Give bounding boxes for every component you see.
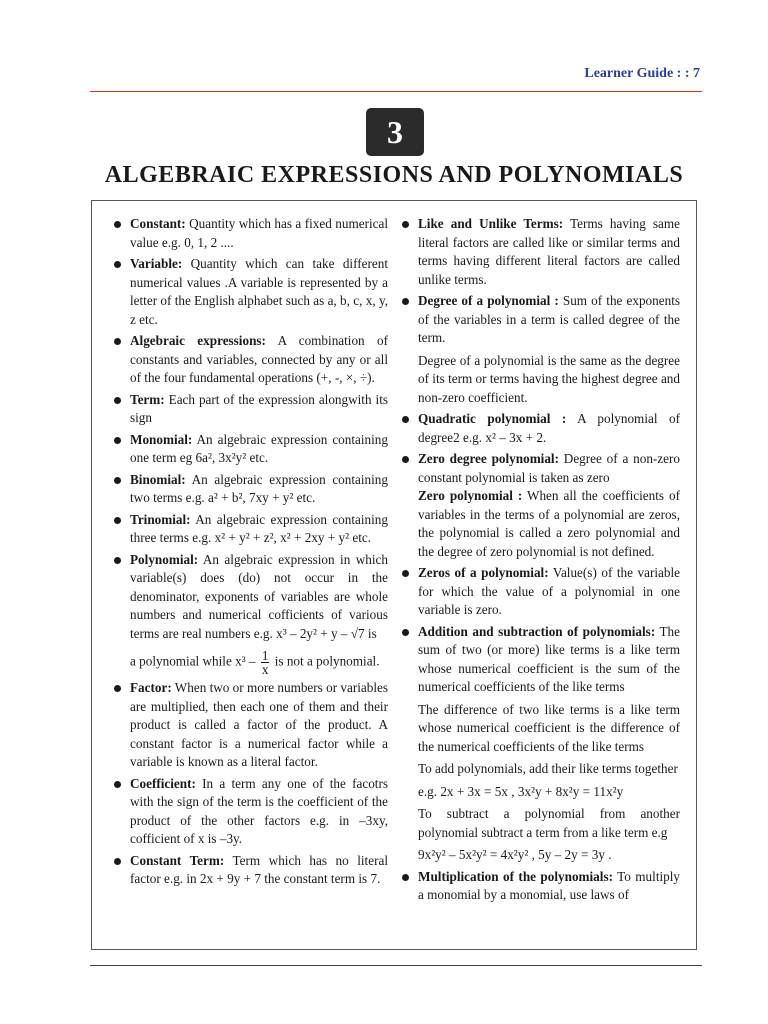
fraction-denominator: x (261, 662, 269, 677)
math-example: e.g. 2x + 3x = 5x , 3x²y + 8x²y = 11x²y (418, 783, 624, 799)
list-item (112, 391, 388, 428)
list-item (112, 471, 388, 508)
term-label: Zero polynomial : (418, 488, 523, 503)
definition-text: Quantity which can take different numerical values .A variable is represented by a letter of the English alphabet such as a, b, c, x, y, z etc. (130, 256, 388, 327)
definition-text: Value(s) of the variable for which the value of a polynomial in one variable is zero. (418, 565, 681, 617)
term-label: Coefficient: (130, 775, 196, 791)
list-item (112, 332, 388, 388)
fraction (261, 649, 270, 676)
term-label: Zeros of a polynomial: (418, 565, 549, 580)
chapter-title: ALGEBRAIC EXPRESSIONS AND POLYNOMIALS (104, 162, 684, 188)
definition-text: An algebraic expression containing one term eg 6a², 3x²y² etc. (130, 431, 388, 465)
definition-text: To multiply a monomial by a monomial, use laws of (418, 868, 680, 902)
definition-text: Each part of the expression alongwith its sign (130, 391, 388, 425)
list-item (112, 551, 388, 677)
definition-text: An algebraic expression containing two terms e.g. a² + b², 7xy + y² etc. (130, 471, 388, 505)
term-label: Polynomial: (130, 551, 199, 567)
left-column (112, 215, 388, 892)
content-box (91, 200, 697, 950)
term-label: Variable: (130, 256, 183, 271)
term-label: Trinomial: (130, 511, 191, 527)
right-column (400, 215, 680, 908)
chapter-number-badge: 3 (366, 108, 424, 156)
term-label: Like and Unlike Terms: (418, 216, 564, 231)
term-label: Algebraic expressions: (130, 333, 266, 348)
definition-text: Quantity which has a fixed numerical value e.g. 0, 1, 2 .... (130, 216, 388, 250)
list-item (400, 868, 680, 905)
footer-rule (90, 965, 702, 966)
definition-text: In a term any one of the facotrs with the sign of the term is the coefficient of the product of the other factors e.g. in –3xy, cofficient of x is –3y. (130, 775, 388, 846)
list-item (112, 215, 388, 252)
definition-text: A combination of constants and variables, connected by any or all of the four fundamental operations (+, -, ×, ÷). (130, 333, 389, 385)
paragraph: To subtract a polynomial from another polynomial subtract a term from a like term e.g (418, 806, 680, 840)
definition-text: An algebraic expression in which variable(s) does (do) not occur in the denominator, exponents of variables are whole numbers and numerical cofficients of various terms are real numbers e.g. x³ – 2y² + y – √7 is (130, 551, 388, 641)
list-item (400, 564, 680, 620)
fraction-numerator: 1 (261, 648, 269, 663)
list-item (400, 450, 680, 561)
list-item (112, 775, 388, 849)
term-label: Term: (130, 391, 165, 407)
definition-text: a polynomial while x³ – (130, 653, 259, 669)
definition-text: Sum of the exponents of the variables in a term is called degree of the term. (418, 293, 680, 345)
list-item (112, 431, 388, 468)
term-label: Multiplication of the polynomials: (418, 868, 613, 884)
term-label: Quadratic polynomial : (418, 411, 567, 426)
list-item (400, 410, 680, 447)
term-label: Addition and subtraction of polynomials: (418, 623, 656, 639)
definition-text: When two or more numbers or variables are multiplied, then each one of them and their product is called a factor of the product. A constant factor is a numerical factor while a variable is known as a literal factor. (130, 680, 388, 769)
definition-text: Terms having same literal factors are called like or similar terms and terms having different literal factors are called unlike terms. (418, 216, 680, 287)
definition-text: is not a polynomial. (271, 653, 380, 669)
definition-text: Term which has no literal factor e.g. in 2x + 9y + 7 the constant term is 7. (130, 852, 388, 886)
term-label: Degree of a polynomial : (418, 293, 559, 308)
list-item (112, 679, 388, 772)
term-label: Constant: (130, 216, 186, 231)
list-item (400, 215, 680, 289)
list-item (400, 623, 680, 697)
term-label: Factor: (130, 680, 172, 695)
term-label: Constant Term: (130, 852, 225, 868)
header-rule (90, 91, 702, 92)
list-item (112, 255, 388, 329)
paragraph: Degree of a polynomial is the same as the degree of its term or terms having the highest degree and non-zero coefficient. (418, 352, 680, 405)
math-example: 9x²y² – 5x²y² = 4x²y² , 5y – 2y = 3y . (418, 847, 612, 862)
list-item (112, 852, 388, 889)
paragraph: The difference of two like terms is a like term whose numerical coefficient is the difference of the numerical coefficients of the like terms (418, 701, 680, 754)
definition-text: When all the coefficients of variables in the terms of a polynomial are zeros, the polynomial is called a zero polynomial and the degree of zero polynomial is not defined. (418, 488, 680, 559)
list-item (400, 292, 680, 348)
term-label: Zero degree polynomial: (418, 451, 559, 466)
paragraph: To add polynomials, add their like terms together (418, 761, 678, 776)
term-label: Monomial: (130, 431, 193, 447)
definition-text: Degree of a non-zero constant polynomial is taken as zero (418, 451, 681, 485)
definition-text: The sum of two (or more) like terms is a like term whose numerical coefficient is the sum of the numerical coefficients of the like terms (418, 623, 681, 694)
definition-text: An algebraic expression containing three terms e.g. x² + y² + z², x² + 2xy + y² etc. (130, 511, 388, 545)
term-label: Binomial: (130, 471, 186, 487)
definition-text: A polynomial of degree2 e.g. x² – 3x + 2. (418, 411, 680, 445)
page-header: Learner Guide : : 7 (584, 66, 700, 81)
list-item (112, 511, 388, 548)
